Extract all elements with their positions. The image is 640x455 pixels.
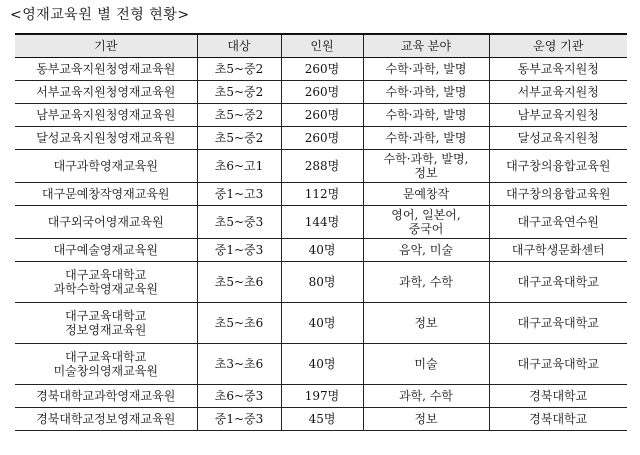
cell-operator: 대구창의융합교육원: [489, 182, 627, 205]
cell-institution: 대구과학영재교육원: [15, 149, 197, 182]
header-institution: 기관: [15, 34, 197, 57]
cell-operator: 동부교육지원청: [489, 57, 627, 80]
cell-institution: 경북대학교정보영재교육원: [15, 407, 197, 430]
cell-count: 112명: [281, 182, 363, 205]
cell-count: 144명: [281, 205, 363, 238]
cell-field: 과학, 수학: [363, 261, 489, 302]
cell-count: 40명: [281, 343, 363, 384]
cell-operator: 경북대학교: [489, 384, 627, 407]
table-row: [15, 149, 627, 182]
cell-field: 영어, 일본어, 중국어: [363, 205, 489, 238]
table-row: [15, 384, 627, 407]
cell-target: 초6~중3: [197, 384, 281, 407]
table-row: [15, 238, 627, 261]
header-target: 대상: [197, 34, 281, 57]
cell-field: 수학·과학, 발명: [363, 126, 489, 149]
cell-count: 288명: [281, 149, 363, 182]
cell-institution: 경북대학교과학영재교육원: [15, 384, 197, 407]
cell-field: 수학·과학, 발명: [363, 57, 489, 80]
cell-count: 40명: [281, 238, 363, 261]
table-row: [15, 205, 627, 238]
cell-count: 45명: [281, 407, 363, 430]
cell-operator: 대구교육대학교: [489, 302, 627, 343]
table-row: [15, 407, 627, 430]
cell-institution: 대구외국어영재교육원: [15, 205, 197, 238]
cell-institution: 대구예술영재교육원: [15, 238, 197, 261]
cell-field: 음악, 미술: [363, 238, 489, 261]
cell-field: 미술: [363, 343, 489, 384]
cell-operator: 달성교육지원청: [489, 126, 627, 149]
cell-target: 초5~중2: [197, 103, 281, 126]
cell-field: 정보: [363, 407, 489, 430]
table-row: [15, 103, 627, 126]
cell-count: 260명: [281, 103, 363, 126]
header-count: 인원: [281, 34, 363, 57]
cell-field: 과학, 수학: [363, 384, 489, 407]
cell-count: 260명: [281, 126, 363, 149]
cell-institution: 서부교육지원청영재교육원: [15, 80, 197, 103]
table-row: [15, 261, 627, 302]
cell-target: 초5~초6: [197, 261, 281, 302]
cell-count: 260명: [281, 57, 363, 80]
cell-count: 40명: [281, 302, 363, 343]
cell-operator: 대구학생문화센터: [489, 238, 627, 261]
table-row: [15, 57, 627, 80]
cell-operator: 남부교육지원청: [489, 103, 627, 126]
cell-target: 중1~중3: [197, 407, 281, 430]
cell-target: 초5~중3: [197, 205, 281, 238]
cell-field: 수학·과학, 발명, 정보: [363, 149, 489, 182]
table-row: [15, 302, 627, 343]
cell-institution: 동부교육지원청영재교육원: [15, 57, 197, 80]
cell-operator: 대구창의융합교육원: [489, 149, 627, 182]
cell-institution: 달성교육지원청영재교육원: [15, 126, 197, 149]
cell-operator: 대구교육대학교: [489, 343, 627, 384]
cell-target: 초5~초6: [197, 302, 281, 343]
cell-count: 80명: [281, 261, 363, 302]
cell-target: 초3~초6: [197, 343, 281, 384]
header-field: 교육 분야: [363, 34, 489, 57]
cell-count: 260명: [281, 80, 363, 103]
cell-target: 중1~고3: [197, 182, 281, 205]
cell-target: 초5~중2: [197, 57, 281, 80]
cell-institution: 대구문예창작영재교육원: [15, 182, 197, 205]
cell-institution: 대구교육대학교 미술창의영재교육원: [15, 343, 197, 384]
cell-operator: 대구교육연수원: [489, 205, 627, 238]
cell-target: 초5~중2: [197, 80, 281, 103]
cell-field: 문예창작: [363, 182, 489, 205]
cell-target: 중1~중3: [197, 238, 281, 261]
cell-operator: 경북대학교: [489, 407, 627, 430]
table-row: [15, 343, 627, 384]
cell-field: 정보: [363, 302, 489, 343]
cell-operator: 대구교육대학교: [489, 261, 627, 302]
header-operator: 운영 기관: [489, 34, 627, 57]
table-row: [15, 182, 627, 205]
cell-operator: 서부교육지원청: [489, 80, 627, 103]
gifted-education-table: [15, 33, 627, 431]
cell-institution: 남부교육지원청영재교육원: [15, 103, 197, 126]
cell-target: 초5~중2: [197, 126, 281, 149]
cell-field: 수학·과학, 발명: [363, 103, 489, 126]
cell-institution: 대구교육대학교 과학수학영재교육원: [15, 261, 197, 302]
cell-field: 수학·과학, 발명: [363, 80, 489, 103]
table-row: [15, 80, 627, 103]
cell-count: 197명: [281, 384, 363, 407]
page-title: <영재교육원 별 전형 현황>: [10, 7, 190, 23]
table-row: [15, 126, 627, 149]
table-header-row: [15, 34, 627, 57]
cell-institution: 대구교육대학교 정보영재교육원: [15, 302, 197, 343]
cell-target: 초6~고1: [197, 149, 281, 182]
